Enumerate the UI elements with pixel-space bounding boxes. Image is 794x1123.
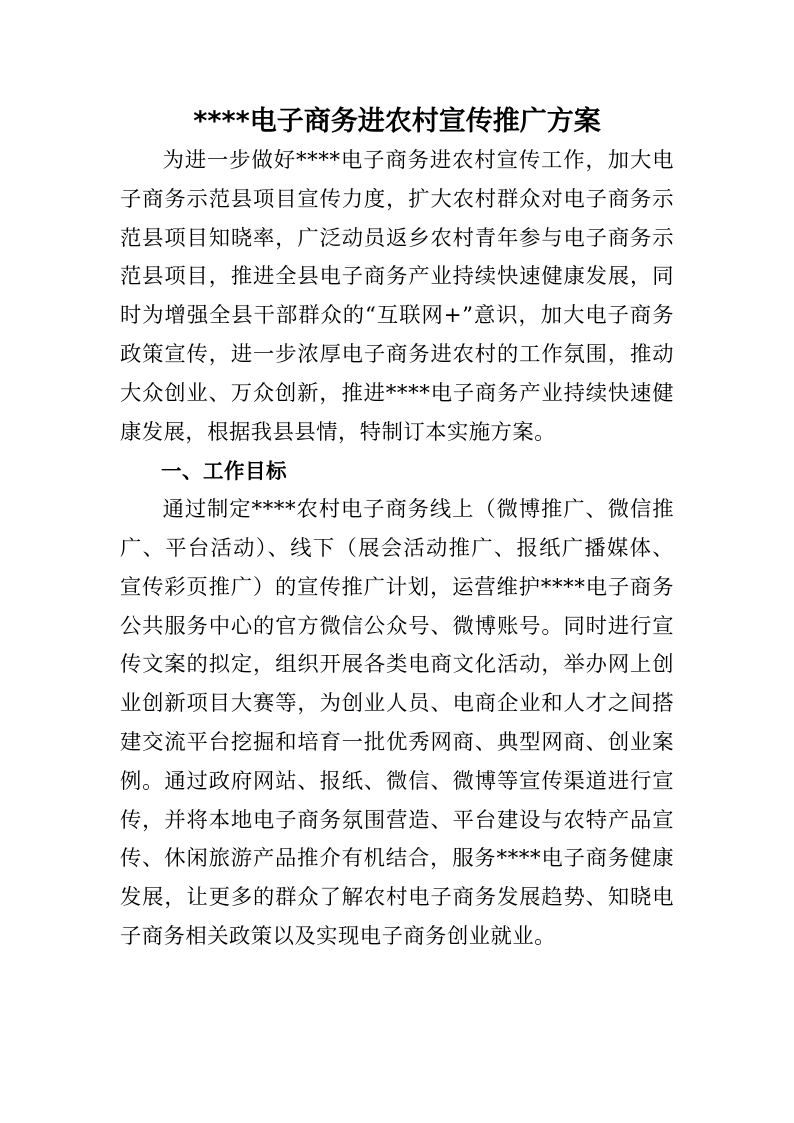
document-title: ****电子商务进农村宣传推广方案 [193,106,601,137]
work-goals-paragraph: 通过制定****农村电子商务线上（微博推广、微信推广、平台活动）、线下（展会活动推广、报纸广播媒体、宣传彩页推广）的宣传推广计划，运营维护****电子商务公共服务中心的官方微信公众号、微博账号。同时进行宣传文案的拟定，组织开展各类电商文化活动，举办网上创业创新项目大赛等，为创业人员、电商企业和人才之间搭建交流平台挖掘和培育一批优秀网商、典型网商、创业案例。通过政府网站、报纸、微信、微博等宣传渠道进行宣传，并将本地电子商务氛围营造、平台建设与农特产品宣传、休闲旅游产品推介有机结合，服务****电子商务健康发展，让更多的群众了解农村电子商务发展趋势、知晓电子商务相关政策以及实现电子商务创业就业。 [120,497,674,949]
document-body [120,142,674,957]
section-heading-work-goals: 一、工作目标 [161,459,287,484]
intro-paragraph: 为进一步做好****电子商务进农村宣传工作，加大电子商务示范县项目宣传力度，扩大农村群众对电子商务示范县项目知晓率，广泛动员返乡农村青年参与电子商务示范县项目，推进全县电子商务产业持续快速健康发展，同时为增强全县干部群众的“互联网+”意识，加大电子商务政策宣传，进一步浓厚电子商务进农村的工作氛围，推动大众创业、万众创新，推进****电子商务产业持续快速健康发展，根据我县县情，特制订本实施方案。 [120,148,674,445]
